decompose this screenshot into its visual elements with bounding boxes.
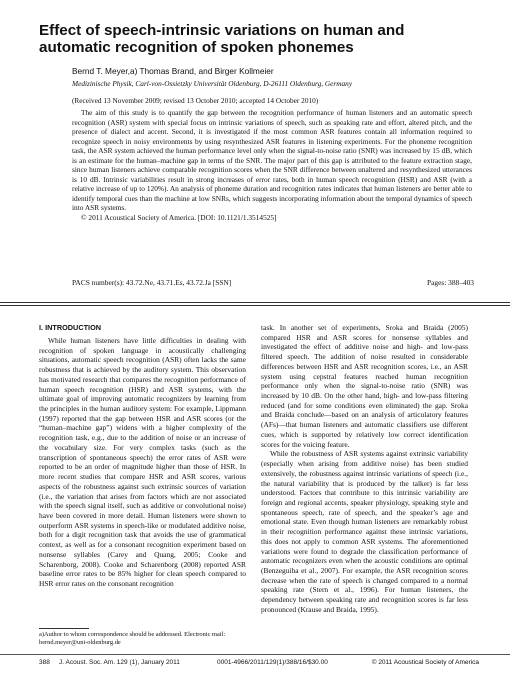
pacs-line [72, 278, 474, 287]
section-heading: I. INTRODUCTION [39, 323, 102, 332]
abstract [72, 108, 472, 223]
abstract-text: The aim of this study is to quantify the gap between the recognition performance of human listeners and an automatic speech recognition (ASR) system with special focus on intrinsic variations of speech, such as speaking rate and effort, altered pitch, and the presence of dialect and accent. Second, it is investigated if the most common ASR features contain all information required to recognize speech in noisy environments by using resynthesized ASR features in listening experiments. For the phoneme recognition task, the ASR system achieved the human performance level only when the signal-to-noise ratio (SNR) was increased by 15 dB, which is an estimate for the human–machine gap in terms of the SNR. The major part of this gap is attributed to the feature extraction stage, since human listeners achieve comparable recognition scores when the SNR difference between unaltered and resynthesized utterances is 10 dB. Intrinsic variabilities result in strong increases of error rates, both in human speech recognition (HSR) and ASR (with a relative increase of up to 120%). An analysis of phoneme duration and recognition rates indicates that human listeners are better able to identify temporal cues than the machine at low SNRs, which suggests incorporating information about the temporal dynamics of speech into ASR systems. [72, 108, 472, 213]
abstract-copyright: © 2011 Acoustical Society of America. [DOI: 10.1121/1.3514525] [81, 213, 277, 223]
body-column-right [261, 323, 468, 615]
page-range: Pages: 388–403 [426, 278, 474, 287]
copyright-footer: © 2011 Acoustical Society of America [371, 659, 479, 666]
paragraph: While human listeners have little difficulties in dealing with recognition of spoken language in acoustically challenging situations, automatic speech recognition (ASR) often lacks the same robustness that is achieved by the auditory system. This observation has motivated research that compares the recognition performance of human speech recognition (HSR) and ASR systems, with the ultimate goal of improving automatic recognizers by learning from the principles in the human auditory system: For example, Lippmann (1997) reported that the gap between HSR and ASR scores (or the “human–machine gap”) widens with a higher complexity of the recognition task, e.g., due to the addition of noise or an increase of the vocabulary size. For very complex tasks (such as the transcription of spontaneous speech) the error rates of ASR were reported to be an order of magnitude higher than those of HSR. In more recent studies that compare HSR and ASR scores, various aspects of the robustness against such extrinsic sources of variation (i.e., the variation that arises from factors which are not associated with the speech signal itself, such as additive or convolutional noise) have been covered in more detail. Human listeners were shown to outperform ASR systems in speech-like or modulated additive noise, both for a digit recognition task that avoids the use of grammatical context, as well as for a consonant recognition experiment based on nonsense syllables (Carey and Quang, 2005; Cooke and Scharenborg, 2008). Cooke and Scharenborg (2008) reported ASR baseline error rates to be 85% higher for clean speech compared to HSR error rates on the consonant recognition [39, 336, 246, 588]
body-column-left [39, 336, 246, 589]
footnote: a)Author to whom correspondence should be addressed. Electronic mail: bernd.meyer@uni-oldenburg.de [39, 631, 226, 646]
paragraph: While the robustness of ASR systems against extrinsic variability (especially when arising from additive noise) has been studied extensively, the robustness against intrinsic variations of speech (i.e., the natural variability that is produced by the talker) is far less understood. Factors that contribute to this intrinsic variability are foreign and regional accents, speaker physiology, speaking style and spontaneous speech, rate of speech, and the speaker’s age and emotional state. Even though human listeners are remarkably robust in their recognition performance against these intrinsic variations, this does not apply to common ASR systems. The aforementioned variations were found to degrade the classification performance of automatic recognizers even when the acoustic conditions are optimal (Benzeguiba et al., 2007). For example, the ASR recognition scores decrease when the rate of speech is changed compared to a normal speaking rate (Stern et al., 1996). For human listeners, the dependency between speaking rate and recognition scores is far less pronounced (Krause and Braida, 1995). [261, 449, 468, 614]
issn-code: 0001-4966/2011/129(1)/388/16/$30.00 [217, 659, 328, 666]
pacs-numbers: PACS number(s): 43.72.Ne, 43.71.Es, 43.72.Ja [SSN] [72, 278, 232, 287]
page-number: 388 [39, 659, 50, 666]
journal-citation: J. Acoust. Soc. Am. 129 (1), January 2011 [59, 659, 180, 666]
paragraph: task. In another set of experiments, Sroka and Braida (2005) compared HSR and ASR scores for nonsense syllables and investigated the effect of additive noise and high- and low-pass filtered speech. The addition of noise resulted in considerable differences between HSR and ASR recognition scores, i.e., an ASR system using cepstral features reached human recognition performance only when the signal-to-noise ratio (SNR) was increased by 10 dB. On the other hand, high- and low-pass filtering reduced (and for some conditions even eliminated) the gap. Sroka and Braida conclude—based on an analysis of articulatory features (AFs)—that human listeners and automatic classifiers use different cues, which is supported by relatively low correct identification scores for the voicing feature. [261, 323, 468, 449]
author-list: Bernd T. Meyer,a) Thomas Brand, and Birger Kollmeier [72, 66, 274, 76]
divider-top [0, 302, 510, 303]
footnote-rule [39, 628, 89, 629]
footer-rule [0, 654, 510, 655]
affiliation: Medizinische Physik, Carl-von-Ossietzky Universität Oldenburg, D-26111 Oldenburg, Germany [72, 79, 353, 88]
article-title: Effect of speech-intrinsic variations on human and automatic recognition of spoken phonemes [39, 22, 405, 56]
divider-bottom [0, 305, 510, 306]
received-dates: (Received 13 November 2009; revised 13 October 2010; accepted 14 October 2010) [72, 96, 319, 105]
